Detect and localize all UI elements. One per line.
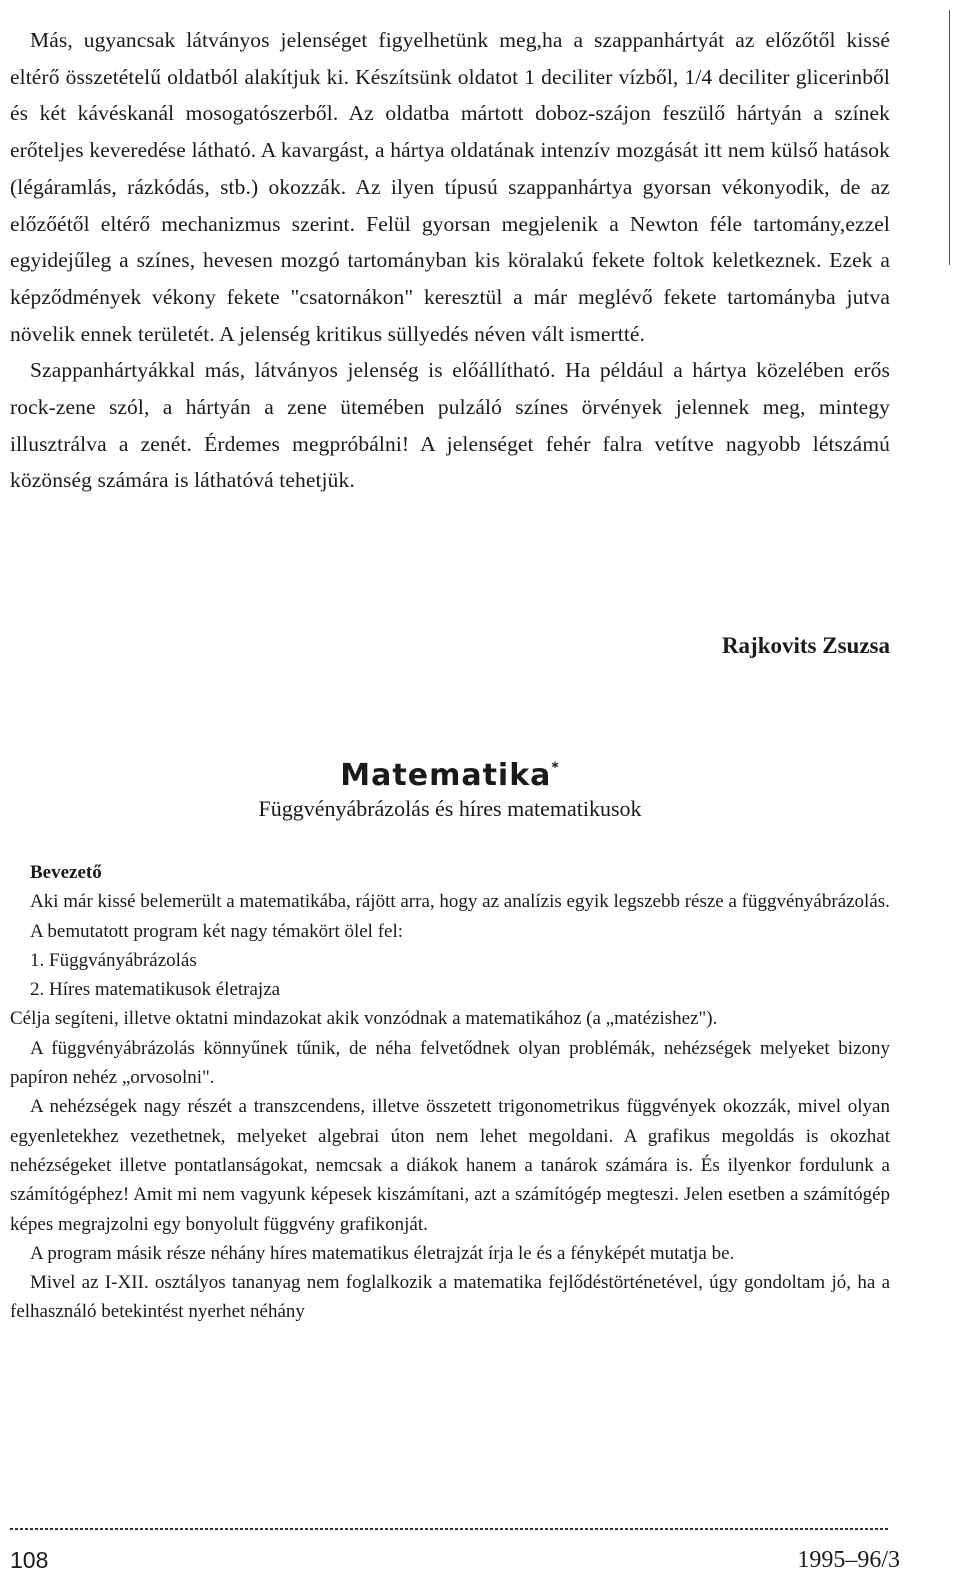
paragraph: Célja segíteni, illetve oktatni mindazokat akik vonzódnak a matematikához (a „matézishez"). xyxy=(10,1008,718,1030)
paragraph: Más, ugyancsak látványos jelenséget figyelhetünk meg,ha a szappanhártyát az előzőtől kissé eltérő összetételű oldatból alakítjuk ki. Készítsünk oldatot 1 deciliter vízből, 1/4 deciliter glicerinből és két kávéskanál mosogatószerből. Az oldatba mártott doboz-szájon feszülő hártyán a színek erőteljes keveredése látható. A kavargást, a hártya oldatának intenzív mozgását itt nem külső hatások (légáramlás, rázkódás, stb.) okozzák. Az ilyen típusú szappanhártya gyorsan vékonyodik, de az előzőétől eltérő mechanizmus szerint. Felül gyorsan megjelenik a Newton féle tartomány,ezzel egyidejűleg a színes, hevesen mozgó tartományban kis köralakú fekete foltok keletkeznek. Ezek a képződmények vékony fekete "csatornákon" keresztül a már meglévő fekete tartományba jutva növelik ennek területét. A jelenség kritikus süllyedés néven vált ismertté. xyxy=(10,28,890,346)
paragraph: A program másik része néhány híres matematikus életrajzát írja le és a fényképét mutatja be. xyxy=(30,1242,735,1264)
paragraph: Szappanhártyákkal más, látványos jelenség is előállítható. Ha például a hártya közelében erős rock-zene szól, a hártyán a zene ütemében pulzáló színes örvények jelennek meg, mintegy illusztrálva a zenét. Érdemes megpróbálni! A jelenséget fehér falra vetítve nagyobb létszámú közönség számára is láthatóvá tehetjük. xyxy=(10,358,890,493)
paragraph: A bemutatott program két nagy témakört ölel fel: xyxy=(30,920,404,942)
author-signature: Rajkovits Zsuzsa xyxy=(721,633,890,658)
page-number: 108 xyxy=(10,1547,49,1573)
section-title xyxy=(0,758,900,793)
section-title-text: Matematika xyxy=(340,758,552,793)
paragraph: A nehézségek nagy részét a transzcendens, illetve összetett trigonometrikus függvények okozzák, mivel olyan egyenletekhez vezethetnek, melyeket algebrai úton nem lehet megoldani. A grafikus megoldás is okozhat nehézségeket illetve pontatlanságokat, nemcsak a diákok hanem a tanárok számára is. És ilyenkor fordulunk a számítógéphez! Amit mi nem vagyunk képesek kiszámítani, azt a számítógép megteszi. Jelen esetben a számítógép képes megrajzolni egy bonyolult függvény grafikonját. xyxy=(10,1096,890,1235)
article-heading: Bevezető xyxy=(30,862,102,883)
scan-edge-line xyxy=(949,10,950,265)
previous-article-text xyxy=(10,22,890,499)
issue-number: 1995–96/3 xyxy=(797,1547,900,1573)
footnote-mark: * xyxy=(551,760,560,776)
paragraph: Mivel az I-XII. osztályos tananyag nem foglalkozik a matematika fejlődéstörténetével, úgy gondoltam jó, ha a felhasználó betekintést nyerhet néhány xyxy=(10,1272,890,1323)
paragraph: A függvényábrázolás könnyűnek tűnik, de néha felvetődnek olyan problémák, nehézségek melyeket bizony papíron nehéz „orvosolni". xyxy=(10,1037,890,1089)
paragraph: Aki már kissé belemerült a matematikába, rájött arra, hogy az analízis egyik legszebb része a függvényábrázolás. xyxy=(30,891,890,913)
footer-rule xyxy=(10,1528,890,1530)
section-subtitle: Függvényábrázolás és híres matematikusok xyxy=(258,796,642,821)
list-item: 2. Híres matematikusok életrajza xyxy=(30,979,281,1001)
list-item: 1. Függványábrázolás xyxy=(30,949,197,971)
article-body xyxy=(10,858,890,1327)
